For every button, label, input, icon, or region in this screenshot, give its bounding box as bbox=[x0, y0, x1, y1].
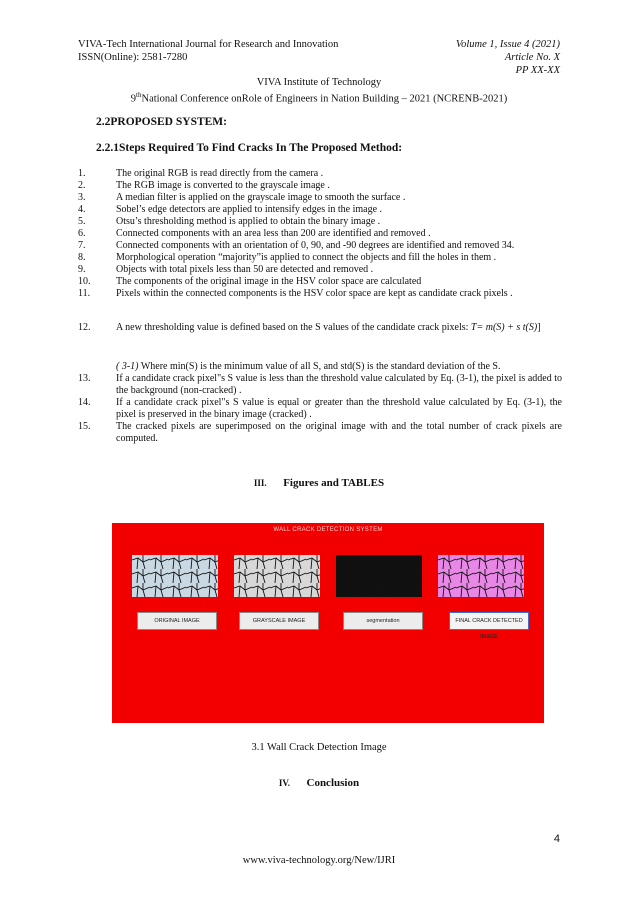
list-number: 4. bbox=[78, 204, 86, 215]
step-text: Connected components with an orientation of 0, 90, and -90 degrees are identified and removed 34. bbox=[116, 240, 515, 251]
segmentation-image bbox=[336, 555, 422, 597]
section-4-heading: IV. Conclusion bbox=[278, 777, 360, 789]
page-number: 4 bbox=[553, 833, 560, 845]
threshold-formula: T= m(S) + s t(S) bbox=[470, 322, 538, 333]
header-center bbox=[0, 76, 638, 106]
step-text: A new thresholding value is defined based on the S values of the candidate crack pixels: bbox=[116, 322, 471, 333]
list-item bbox=[78, 288, 562, 300]
list-number: 15. bbox=[78, 421, 91, 432]
list-number: 1. bbox=[78, 168, 86, 179]
list-item bbox=[78, 180, 562, 192]
header-left bbox=[78, 38, 338, 64]
institute-name: VIVA Institute of Technology bbox=[256, 77, 382, 88]
step-text: A median filter is applied on the grayscale image to smooth the surface . bbox=[116, 192, 406, 203]
step-text: If a candidate crack pixel"s S value is less than the threshold value calculated by Eq. (3-1), the pixel is added to the background (non-cracked) . bbox=[116, 373, 562, 396]
step-text: Pixels within the connected components is the HSV color space are kept as candidate crack pixels . bbox=[116, 288, 513, 299]
step-text: Objects with total pixels less than 50 are detected and removed . bbox=[116, 264, 374, 275]
step-text: The cracked pixels are superimposed on the original image with and the total number of crack pixels are computed. bbox=[116, 421, 562, 444]
step-text: Connected components with an area less than 200 are identified and removed . bbox=[116, 228, 431, 239]
footer-url: www.viva-technology.org/New/IJRI bbox=[242, 855, 396, 866]
equation-note bbox=[78, 361, 562, 373]
step-text: Sobel’s edge detectors are applied to intensify edges in the image . bbox=[116, 204, 383, 215]
list-item bbox=[78, 264, 562, 276]
crack-detection-figure bbox=[112, 523, 544, 723]
conference-name: 9thNational Conference onRole of Engineers in Nation Building – 2021 (NCRENB-2021) bbox=[130, 91, 508, 105]
journal-name: VIVA-Tech International Journal for Research and Innovation bbox=[78, 39, 339, 50]
figure-caption: 3.1 Wall Crack Detection Image bbox=[251, 742, 387, 753]
list-number: 14. bbox=[78, 397, 91, 408]
header-right bbox=[456, 38, 560, 77]
section-title: 2.2PROPOSED SYSTEM: bbox=[96, 116, 227, 128]
volume-info: Volume 1, Issue 4 (2021) bbox=[455, 39, 560, 50]
list-item bbox=[78, 216, 562, 228]
list-item bbox=[78, 204, 562, 216]
step-text: Morphological operation “majority”is applied to connect the objects and fill the holes in them . bbox=[116, 252, 497, 263]
list-number: 6. bbox=[78, 228, 86, 239]
list-number: 12. bbox=[78, 322, 91, 333]
final-crack-detected-image bbox=[438, 555, 524, 597]
list-number: 2. bbox=[78, 180, 86, 191]
step-text: The RGB image is converted to the grayscale image . bbox=[116, 180, 330, 191]
list-item bbox=[78, 421, 562, 445]
original-image-button[interactable]: ORIGINAL IMAGE bbox=[137, 612, 217, 630]
list-item bbox=[78, 397, 562, 421]
issn: ISSN(Online): 2581-7280 bbox=[78, 52, 188, 63]
list-item bbox=[78, 373, 562, 397]
page-range: PP XX-XX bbox=[515, 65, 560, 76]
step-text: The original RGB is read directly from the camera . bbox=[116, 168, 324, 179]
subsection-title: 2.2.1Steps Required To Find Cracks In The Proposed Method: bbox=[96, 142, 403, 154]
list-number: 11. bbox=[78, 288, 91, 299]
step-text: If a candidate crack pixel"s S value is equal or greater than the threshold value calculated by Eq. (3-1), the pixel is preserved in the binary image (cracked) . bbox=[116, 397, 562, 420]
list-item bbox=[78, 168, 562, 180]
equation-ref: ( 3-1) bbox=[116, 361, 139, 372]
list-number: 7. bbox=[78, 240, 86, 251]
grayscale-wall-image bbox=[234, 555, 320, 597]
list-item bbox=[78, 252, 562, 264]
original-wall-image bbox=[132, 555, 218, 597]
grayscale-image-button[interactable]: GRAYSCALE IMAGE bbox=[239, 612, 319, 630]
list-number: 13. bbox=[78, 373, 91, 384]
list-item bbox=[78, 228, 562, 240]
app-title: WALL CRACK DETECTION SYSTEM bbox=[273, 527, 383, 533]
segmentation-button[interactable]: segmentation bbox=[343, 612, 423, 630]
list-number: 8. bbox=[78, 252, 86, 263]
list-item bbox=[78, 240, 562, 252]
list-number: 5. bbox=[78, 216, 86, 227]
list-item bbox=[78, 192, 562, 204]
steps-list-a bbox=[78, 168, 562, 300]
step-text: The components of the original image in the HSV color space are calculated bbox=[116, 276, 422, 287]
equation-text: Where min(S) is the minimum value of all S, and std(S) is the standard deviation of the S. bbox=[138, 361, 501, 372]
final-crack-detected-button[interactable]: FINAL CRACK DETECTED IMAGE bbox=[449, 612, 529, 630]
article-number: Article No. X bbox=[504, 52, 560, 63]
list-number: 3. bbox=[78, 192, 86, 203]
list-number: 10. bbox=[78, 276, 91, 287]
list-number: 9. bbox=[78, 264, 86, 275]
section-3-heading: III. Figures and TABLES bbox=[253, 477, 385, 489]
step-text: Otsu’s thresholding method is applied to obtain the binary image . bbox=[116, 216, 381, 227]
step-12: 12. A new thresholding value is defined based on the S values of the candidate crack pixels: T= m(S) + s t(S)] bbox=[78, 322, 541, 333]
steps-list-b bbox=[78, 373, 562, 445]
list-item bbox=[78, 276, 562, 288]
